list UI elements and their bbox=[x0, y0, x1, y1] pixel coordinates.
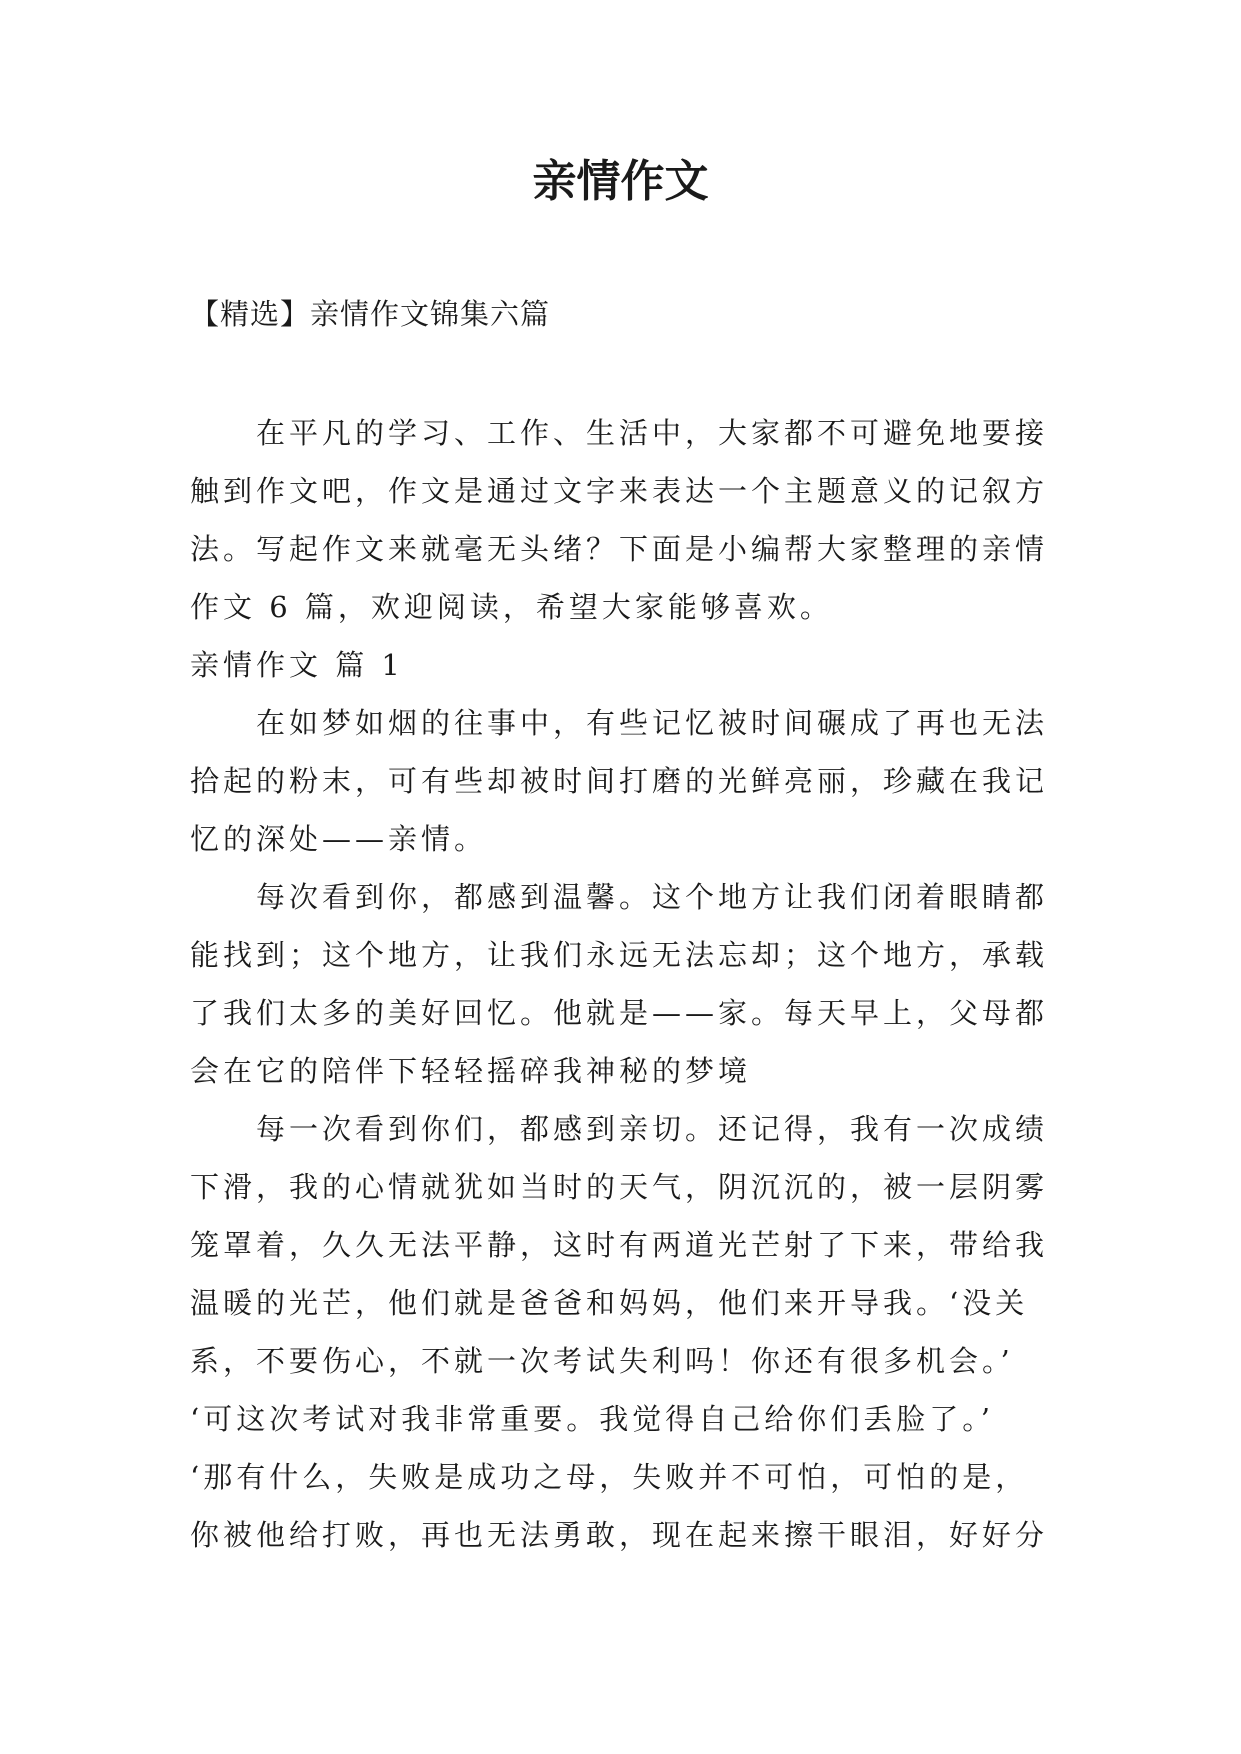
text-line: 法。写起作文来就毫无头绪？下面是小编帮大家整理的亲情 bbox=[190, 532, 1049, 566]
text-line: 每一次看到你们，都感到亲切。还记得，我有一次成绩 bbox=[256, 1112, 1049, 1146]
document-title: 亲情作文 bbox=[532, 156, 709, 207]
text-line: 在如梦如烟的往事中，有些记忆被时间碾成了再也无法 bbox=[256, 706, 1049, 740]
text-line: 温暖的光芒，他们就是爸爸和妈妈，他们来开导我。‘没关 bbox=[190, 1286, 1029, 1320]
text-line: 了我们太多的美好回忆。他就是——家。每天早上，父母都 bbox=[190, 996, 1049, 1030]
text-line: 每次看到你，都感到温馨。这个地方让我们闭着眼睛都 bbox=[256, 880, 1049, 914]
document-subtitle: 【精选】亲情作文锦集六篇 bbox=[190, 297, 551, 331]
text-line: 忆的深处——亲情。 bbox=[190, 822, 488, 856]
text-line: 作文 6 篇，欢迎阅读，希望大家能够喜欢。 bbox=[190, 590, 833, 624]
text-line: 触到作文吧，作文是通过文字来表达一个主题意义的记叙方 bbox=[190, 474, 1049, 508]
text-line: 拾起的粉末，可有些却被时间打磨的光鲜亮丽，珍藏在我记 bbox=[190, 764, 1049, 798]
text-line: 在平凡的学习、工作、生活中，大家都不可避免地要接 bbox=[256, 416, 1049, 450]
text-line: 你被他给打败，再也无法勇敢，现在起来擦干眼泪，好好分 bbox=[190, 1518, 1049, 1552]
text-line: 能找到；这个地方，让我们永远无法忘却；这个地方，承载 bbox=[190, 938, 1049, 972]
text-line: 会在它的陪伴下轻轻摇碎我神秘的梦境 bbox=[190, 1054, 752, 1088]
text-line: 系，不要伤心，不就一次考试失利吗！你还有很多机会。’ bbox=[190, 1344, 1014, 1378]
document-body bbox=[190, 404, 1058, 1564]
text-line: 笼罩着，久久无法平静，这时有两道光芒射了下来，带给我 bbox=[190, 1228, 1049, 1262]
text-line: ‘那有什么，失败是成功之母，失败并不可怕，可怕的是， bbox=[190, 1460, 1029, 1494]
text-line: ‘可这次考试对我非常重要。我觉得自己给你们丢脸了。’ bbox=[190, 1402, 994, 1436]
section-heading: 亲情作文 篇 1 bbox=[190, 648, 404, 682]
text-line: 下滑，我的心情就犹如当时的天气，阴沉沉的，被一层阴雾 bbox=[190, 1170, 1049, 1204]
